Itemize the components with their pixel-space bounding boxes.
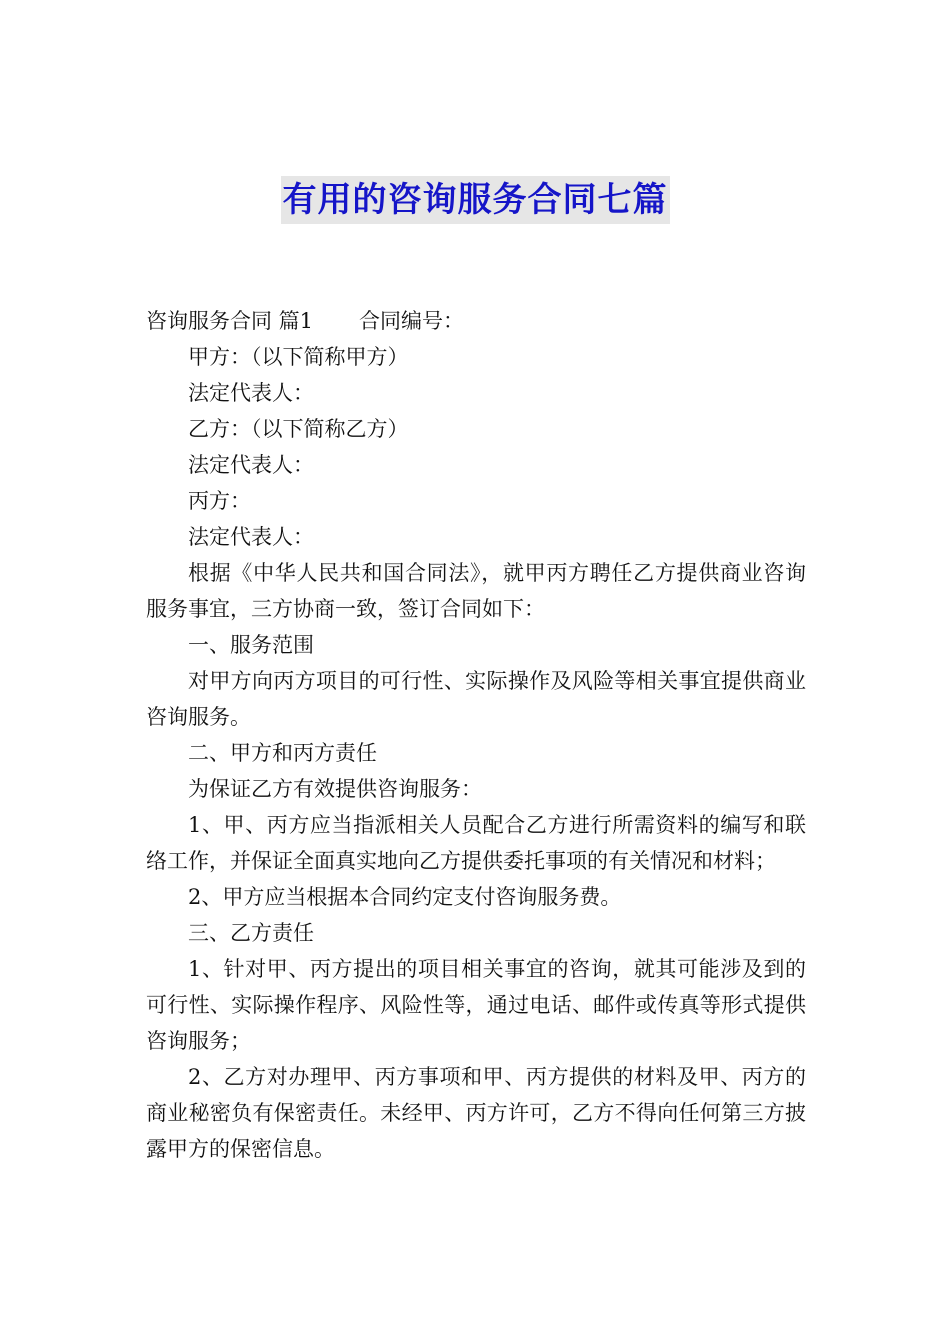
section-heading: 二、甲方和丙方责任: [188, 741, 377, 765]
paragraph: 法定代表人：: [188, 525, 314, 549]
contract-heading-line: [146, 303, 806, 339]
paragraph: 丙方：: [188, 489, 251, 513]
paragraph: 法定代表人：: [188, 381, 314, 405]
paragraph: 甲方：（以下简称甲方）: [188, 345, 409, 369]
contract-section-label: 咨询服务合同 篇1: [146, 309, 314, 333]
document-title: 有用的咨询服务合同七篇: [281, 176, 670, 224]
paragraph: 对甲方向丙方项目的可行性、实际操作及风险等相关事宜提供商业咨询服务。: [146, 669, 806, 729]
paragraph: 1、甲、丙方应当指派相关人员配合乙方进行所需资料的编写和联络工作，并保证全面真实地向乙方提供委托事项的有关情况和材料；: [146, 813, 806, 873]
paragraph: 法定代表人：: [188, 453, 314, 477]
contract-number-label: 合同编号：: [359, 309, 465, 333]
paragraph: 根据《中华人民共和国合同法》，就甲丙方聘任乙方提供商业咨询服务事宜，三方协商一致，签订合同如下：: [146, 561, 806, 621]
paragraph: 2、甲方应当根据本合同约定支付咨询服务费。: [188, 885, 622, 909]
document-body: [146, 303, 806, 1167]
paragraph: 2、乙方对办理甲、丙方事项和甲、丙方提供的材料及甲、丙方的商业秘密负有保密责任。未经甲、丙方许可，乙方不得向任何第三方披露甲方的保密信息。: [146, 1065, 806, 1161]
paragraph: 乙方：（以下简称乙方）: [188, 417, 409, 441]
document-title-block: [0, 176, 950, 231]
paragraph: 为保证乙方有效提供咨询服务：: [188, 777, 482, 801]
paragraph: 1、针对甲、丙方提出的项目相关事宜的咨询，就其可能涉及到的可行性、实际操作程序、风险性等，通过电话、邮件或传真等形式提供咨询服务；: [146, 957, 806, 1053]
section-heading: 一、服务范围: [188, 633, 314, 657]
section-heading: 三、乙方责任: [188, 921, 314, 945]
